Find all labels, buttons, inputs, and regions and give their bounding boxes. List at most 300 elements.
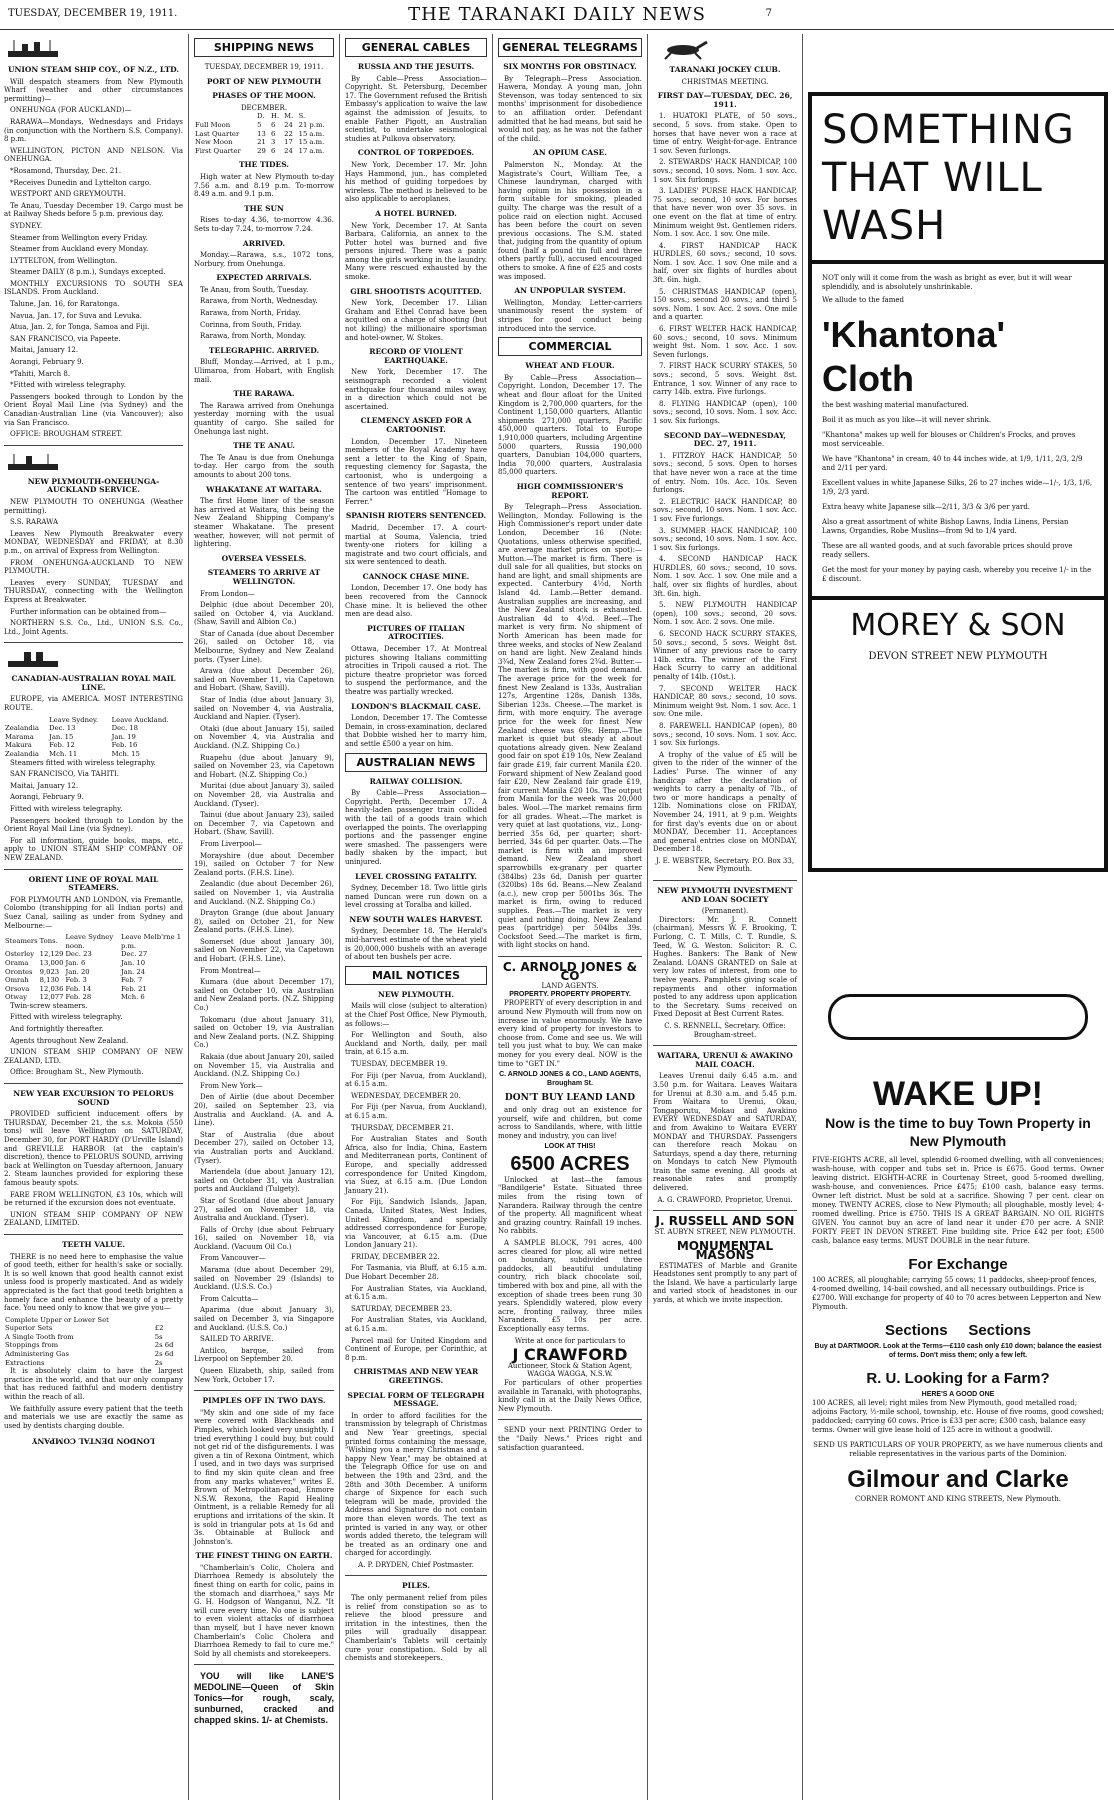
column-shipping-news — [190, 34, 338, 1800]
whakatane-text: The first Home liner of the season has arrived at Waitara, this being the New Zealand Shipping Company's steamer Whakatane. The present weather, however, will not permit of lightering. — [194, 497, 334, 549]
monumental-title: MONUMENTAL MASONS — [676, 1239, 774, 1263]
text-line: From Liverpool— — [200, 839, 262, 848]
article-headline: CONTROL OF TORPEDOES. — [357, 148, 475, 158]
pimples-text: "My skin and one side of my face were covered with Blackheads and Pimples, which looked very unsightly. I tried everything I could buy, but could not get rid of the disfigurements. I was given a tin of Rexona Ointment, which I used, and in two days was surprised to find my skin quite clean and free from any marks whatever," writes E. Brown of Metropolitan-road, Enmore N.S.W. Rexona, the Rapid Healing Ointment, is a reliable Remedy for all eruptions and irritations of the skin. It is sold in triangular pots at 1s 6d and 3s. Obtainable at Bullock and Johnston's. — [194, 1408, 334, 1546]
text-line: 6. SECOND HACK SCURRY STAKES, 50 sovs.; second, 5 sovs. Weight 8st. Winner of any previous race to carry 14lb. extra. The winner of the First Hack Scurry to carry an additional penalty of 14lb. (10st.). — [653, 630, 797, 681]
text-line: Star of Australia (due about December 27), sailed on October 13, via Australian ports and Auckland. (Tyser). — [194, 1130, 334, 1165]
piles-text: The only permanent relief from piles is relief from constipation so as to relieve the blood pressure and irritation in the intestines, then the piles will gradually disappear. Chamberlain's Tablets will certainly cure your constipation. Sold by all chemists and storekeepers. — [345, 1594, 487, 1663]
text-line: SAILED TO ARRIVE. — [200, 1335, 274, 1344]
text-line: Office: Brougham St., New Plymouth. — [10, 1068, 144, 1077]
column-ads — [808, 34, 1108, 1800]
mail-notices-header: MAIL NOTICES — [345, 966, 487, 985]
table-row — [4, 968, 183, 977]
xmas-title: CHRISTMAS AND NEW YEAR GREETINGS. — [353, 1367, 479, 1385]
article-body: By Cable—Press Association—Copyright. London, December 17. The wheat and flour afloat for the United Kingdom is 2,700,000 quarters, for the Continent 1,150,000 quarters, Atlantic shipments 271,000 quarters, Pacific 450,000 quarters. Total to Europe 1,910,000 quarters, including Argentine 5000 quarters, Russia 190,000 quarters, Danubian 104,000 quarters, India 70,000 quarters, Australasia 85,000 quarters. — [498, 373, 642, 477]
text-line: For Fiji (per Navua, from Auckland), at 6.15 a.m. — [345, 1103, 487, 1120]
table-cell: 2s — [154, 1358, 163, 1367]
table-cell: Last Quarter — [195, 129, 240, 138]
text-line: Arawa (due about December 26), sailed on November 11, via Capetown and Hobart. (Shaw, Savill). — [194, 667, 334, 693]
article-body: Wellington, Monday. Letter-carriers unanimously resent the system of stripes for good conduct being introduced into the service. — [498, 298, 642, 333]
table-cell: Jan. 6 — [65, 958, 86, 967]
text-line: Agents throughout New Zealand. — [10, 1036, 129, 1045]
arrived-text: Monday.—Rarawa, s.s., 1072 tons, Norbury, from Onehunga. — [194, 251, 334, 268]
article-body: Sydney, December 18. The Herald's mid-harvest estimate of the wheat yield is 20,000,000 bushels with an average of about ten bushels per acre. — [345, 927, 487, 962]
whakatane-title: WHAKATANE AT WAITARA. — [206, 484, 322, 494]
table-row — [4, 716, 183, 725]
text-line: 3. SUMMER HACK HANDICAP, 100 sovs.; second, 10 sovs. Nom. 1 sov. Acc. 1 sov. Six furlongs. — [653, 526, 797, 552]
text-line: 7. SECOND WELTER HACK HANDICAP, 80 sovs.; second, 10 sovs. Minimum weight 9st. Nom. 1 sov. Acc. 1 sov. One mile. — [653, 684, 797, 719]
best-text: the best washing material manufactured. — [822, 401, 969, 409]
column-rule — [339, 34, 340, 1800]
australian-items — [345, 778, 487, 962]
land-text: and only drag out an existence for yourself, wife and children, but come across to Sandilands, where, with little money and industry, you can live! — [498, 1105, 642, 1140]
article-headline: NEW SOUTH WALES HARVEST. — [349, 914, 483, 924]
expected-title: EXPECTED ARRIVALS. — [216, 273, 312, 283]
table-cell: 3 — [271, 138, 276, 147]
table-cell: Dec. 23 — [65, 950, 92, 959]
table-cell: 13,000 — [39, 958, 64, 967]
khantona-title: 'Khantona' — [822, 314, 1006, 355]
text-line: From Montreal— — [200, 966, 261, 975]
article-body: By Telegraph—Press Association. Hawera, Monday. A young man, John Stevenson, was today sentenced to six months' imprisonment for disobedience to an affiliation order. Defendant admitted that he had means, but said he would not pay, as he was not the father of the child. — [498, 74, 642, 143]
table-row — [4, 1341, 183, 1350]
text-line: We faithfully assure every patient that the teeth and materials we use are exactly the same as used by dentists charging double. — [4, 1404, 183, 1430]
table-cell: 2s 6d — [154, 1350, 174, 1359]
text-line: 6. FIRST WELTER HACK HANDICAP, 60 sovs.; second, 10 sovs. Minimum weight 9st. Nom. 1 sov. Acc. 1 sov. Seven furlongs. — [653, 325, 797, 359]
article-body: Palmerston N., Monday. At the Magistrate's Court, William Tee, a Chinese laundryman, charged with having opium in his possession in a form suitable for smoking, pleaded guilty. The charge was the result of a police raid on election night. Accused has been before the court on seven previous occasions. The S.M. stated that, judging from the quantity of opium found (half a pound tin full and three others partly full), accused encouraged others to smoke. A fine of £25 and costs was imposed. — [498, 160, 642, 281]
text-line: From Calcutta— — [200, 1294, 259, 1303]
steamers-list — [194, 590, 334, 1385]
text-line: 7. FIRST HACK SCURRY STAKES, 50 sovs.; second, 5 sovs. Weight 8st. Entrance, 1 sov. Winner of any race to carry 14lb. extra. Five furlongs. — [653, 362, 797, 397]
table-cell: 6 — [271, 129, 276, 138]
text-line: For Australian States, via Auckland, at 6.15 a.m. — [345, 1284, 487, 1302]
text-line: Tokomaru (due about January 31), sailed on October 19, via Australian and New Zealand ports. (N.Z. Shipping Co.) — [194, 1015, 334, 1050]
newspaper-title: THE TARANAKI DAILY NEWS — [408, 4, 706, 25]
table-cell: New Moon — [195, 138, 233, 147]
table-row — [4, 950, 183, 959]
article-body: London, December 17. Nineteen members of the Royal Academy have sent a letter to the King of Spain, requesting clemency for Sagasta, the cartoonist, who is undergoing a sentence of two years' imprisonment. The cartoon was entitled "Homage to Ferrer." — [345, 437, 487, 506]
article-body: New York, December 17. Mr. John Hays Hammond, jun., has completed his method of guiding torpedoes by wireless. The method is believed to be also applicable to aeroplanes. — [345, 160, 487, 204]
table-cell: Jan. 24 — [120, 967, 146, 976]
text-line: FRIDAY, DECEMBER 22. — [351, 1252, 440, 1261]
text-line: Mariendela (due about January 12), sailed on October 31, via Australian ports and Auckland (Tulgety). — [194, 1168, 334, 1194]
investment-sub: (Permanent). — [701, 907, 749, 916]
table-cell: 12,036 — [39, 984, 64, 993]
farm-text: 100 ACRES, all level; right miles from New Plymouth, good metalled road; adjoins Factory, ½-mile school, township, etc. House of five rooms, good cowshed; paddocked; carrying 60 cows. Price is £33 per acre; £300 cash, balance easy terms. Owner will give lease hold of 125 acre in without a goodwill. — [812, 1399, 1104, 1434]
article-headline: WHEAT AND FLOUR. — [525, 361, 615, 371]
article-headline: AN UNPOPULAR SYSTEM. — [514, 286, 626, 296]
text-line: FOR PLYMOUTH AND LONDON, via Fremantle, Colombo (transhipping for all Indian ports) and Suez Canal, sailing as under from Sydney and Melbourne:— — [4, 895, 183, 930]
allude-text: We allude to the famed — [822, 296, 904, 304]
table-row — [194, 112, 334, 121]
xmas-sub: SPECIAL FORM OF TELEGRAPH MESSAGE. — [347, 1390, 485, 1409]
text-line: From London— — [200, 589, 255, 598]
exchange-title: For Exchange — [908, 1256, 1008, 1273]
text-line: Antilco, barque, sailed from Liverpool on September 20. — [194, 1346, 334, 1364]
text-line: For Tasmania, via Bluff, at 6.15 a.m. Due Hobart December 28. — [345, 1264, 487, 1282]
text-line: 4. FIRST HANDICAP HACK HURDLES, 60 sovs.; second, 10 sovs. Nom. 1 sov. Acc. 1 sov. One mile and a half, over six flights of hurdles about 3ft. 6in. high. — [653, 241, 797, 285]
column-rule — [492, 34, 493, 1800]
table-cell: Leave Auckland. — [111, 715, 169, 724]
table-cell: Zealandia — [5, 750, 39, 759]
races-day-1 — [653, 112, 797, 425]
text-line: Rarawa, from North, Wednesday. — [200, 297, 318, 306]
text-line: For Australian States, via Auckland, at 6.15 a.m. — [345, 1316, 487, 1334]
article-headline: CANNOCK CHASE MINE. — [362, 571, 470, 581]
table-cell: Tons. — [39, 937, 58, 946]
table-cell: Feb. 16 — [111, 741, 138, 750]
sample-text: A SAMPLE BLOCK, 791 acres, 400 acres cleared for plow, all wire netted on boundary, subdivided three paddocks, all beautiful undulating country, rich black chocolate soil, timbered with box and pine, all with the exception of shade trees been rung 30 years. Splendidly watered, plow every acre, fronting railway, three miles Narandera. £5 10s per acre. Exceptionally easy terms. — [498, 1239, 642, 1333]
rarawa-text: The Rarawa arrived from Onehunga yesterday morning with the usual quantity of cargo. She sailed for Onehunga last night. — [194, 401, 334, 436]
medoline-ad: YOU will like LANE'S MEDOLINE—Queen of Skin Tonics—for rough, scaly, sunburned, cracked and chapped skins. 1/- at Chemists. — [194, 1671, 334, 1726]
article-headline: RUSSIA AND THE JESUITS. — [357, 62, 475, 71]
table-cell: 22 — [284, 129, 293, 138]
excursion-title: NEW YEAR EXCURSION TO PELORUS SOUND — [13, 1089, 174, 1107]
sections-title: Sections Sections — [885, 1322, 1031, 1339]
text-line: Passengers booked through to London by the Orient Royal Mail Line (via Sydney). — [4, 816, 183, 834]
article-headline: SPANISH RIOTERS SENTENCED. — [345, 511, 487, 521]
table-cell: 17 — [284, 138, 293, 147]
prices-text: We have "Khantona" in cream, 40 to 44 inches wide, at 1/9, 1/11, 2/3, 2/9 and 2/11 per yard. — [822, 455, 1083, 472]
table-cell: 6 — [271, 120, 276, 129]
dental-company-footer: LONDON DENTAL COMPANY — [31, 1437, 156, 1446]
column-general-cables — [341, 34, 491, 1800]
text-line: Steamer from Wellington every Friday. — [10, 233, 148, 242]
jones-head: PROPERTY. PROPERTY PROPERTY. — [509, 990, 631, 998]
heavy-text: Extra heavy white Japanese silk—2/11, 3/3 & 3/6 per yard. — [822, 503, 1031, 511]
article-headline: PICTURES OF ITALIAN ATROCITIES. — [367, 623, 465, 642]
table-cell: Stoppings from — [5, 1341, 59, 1350]
table-cell: 9,023 — [39, 967, 60, 976]
orient-body-2 — [4, 1002, 183, 1077]
mail-list — [345, 1002, 487, 1362]
jones-sign: C. ARNOLD JONES & CO., LAND AGENTS, Brougham St. — [499, 1071, 641, 1087]
text-line: Te Anau, Tuesday December 19. Cargo must be at Railway Sheds before 5 p.m. previous day. — [4, 201, 183, 219]
table-cell: Superior Sets — [5, 1324, 53, 1333]
farm-sub: HERE'S A GOOD ONE — [921, 1391, 995, 1398]
wash-text: NOT only will it come from the wash as bright as ever, but it will wear splendidly, and is absolutely unshrinkable. — [822, 274, 1072, 291]
wanted-text: These are all wanted goods, and at such favorable prices should prove ready sellers. — [822, 542, 1073, 559]
port-title: PORT OF NEW PLYMOUTH — [206, 76, 322, 86]
table-cell: Osterley — [5, 950, 35, 959]
text-line: 1. HUATOKI PLATE, of 50 sovs., second, 5 sovs. from stake. Open to horses that have never won a race at time of entry. Weight-for-age. Entrance 1 sov. Seven furlongs. — [653, 112, 797, 155]
jones-text: PROPERTY of every description in and around New Plymouth will from now on increase in value enormously. We have every kind of property for investors to choose from. Come and see us. We will tell you just what to buy. We can make money for you every deal. NOW is the time to "GET IN." — [498, 999, 642, 1068]
text-line: Delphic (due about December 20), sailed on October 4, via Auckland. (Shaw, Savill and Albion Co.) — [194, 601, 334, 627]
crawford-title: J CRAWFORD — [512, 1345, 628, 1365]
table-cell: First Quarter — [195, 146, 241, 155]
printing-ad: SEND your next PRINTING Order to the "Daily News." Prices right and satisfaction guaranteed. — [498, 1426, 642, 1452]
table-cell: Complete Upper or Lower Set — [5, 1315, 109, 1324]
text-line: ONEHUNGA (FOR AUCKLAND)— — [10, 106, 132, 115]
text-line: 5. CHRISTMAS HANDICAP (open), 150 sovs.; second 20 sovs.; and third 5 sovs. Nom. 1 sov. Acc. 2 sovs. One mile and a quarter. — [653, 287, 797, 322]
text-line: SATURDAY, DECEMBER 23. — [351, 1304, 453, 1313]
text-line: *Tahiti, March 8. — [10, 369, 71, 378]
gilmour-sub: CORNER ROMONT AND KING STREETS, New Plymouth. — [855, 1495, 1061, 1503]
makes-text: "Khantona" makes up well for blouses or Children's Frocks, and proves most serviceable. — [822, 431, 1076, 448]
table-cell: Feb. 21 — [120, 984, 147, 993]
table-cell: 12,077 — [39, 993, 64, 1002]
article-body: Madrid, December 17. A court-martial at Souma, Valencia, tried twenty-one rioters for killing a magistrate and two court officials, and six were sentenced to death. — [345, 523, 487, 567]
text-line: Maitai, January 12. — [10, 346, 79, 355]
article-headline: CLEMENCY ASKED FOR A CARTOONIST. — [360, 416, 472, 434]
text-line: It is absolutely claim to have the largest practice in the world, and that our only company that has reduced faithful and modern dentistry within the reach of all. — [4, 1367, 183, 1402]
text-line: 2. STEWARDS' HACK HANDICAP, 100 sovs.; second, 10 sovs. Nom. 1 sov. Acc. 1 sov. Six furlongs. — [653, 158, 797, 184]
text-line: 1. FITZROY HACK HANDICAP, 50 sovs.; second, 5 sovs. Open to horses that have never won a race at the time of entry. Nom. 10s. Acc. 10s. Seven furlongs. — [653, 451, 797, 495]
text-line: UNION STEAM SHIP COMPANY OF NEW ZEALAND, LTD. — [4, 1048, 183, 1065]
table-cell: Mch. 15 — [111, 750, 140, 759]
text-line: Mails will close (subject to alteration) at the Chief Post Office, New Plymouth, as follows:— — [345, 1002, 487, 1028]
tides-text: High water at New Plymouth to-day 7.56 a.m. and 8.19 p.m. To-morrow 8.49 a.m. and 9.1 p.m. — [194, 172, 334, 199]
article-headline: GIRL SHOOTISTS ACQUITTED. — [350, 286, 482, 296]
moon-month: DECEMBER. — [240, 103, 288, 112]
table-cell: Administering Gas — [5, 1350, 69, 1359]
text-line: Star of India (due about January 3), sailed on November 4, via Australia, Auckland and Napier. (Tyser). — [194, 696, 334, 722]
uss-title: UNION STEAM SHIP COY., OF N.Z., LTD. — [7, 65, 180, 74]
table-row — [4, 1324, 183, 1333]
table-cell: 6 — [271, 146, 276, 155]
table-cell: Dec. 27 — [120, 950, 148, 959]
sun-text: Rises to-day 4.36, to-morrow 4.36. Sets to-day 7.24, to-morrow 7.24. — [194, 216, 334, 233]
jockey-sign: J. E. WEBSTER, Secretary. P.O. Box 33, New Plymouth. — [655, 856, 795, 874]
table-cell — [194, 112, 256, 121]
text-line: MONTHLY EXCURSIONS TO SOUTH SEA ISLANDS. From Auckland. — [4, 279, 183, 297]
text-line: FARE FROM WELLINGTON, £3 10s, which will be returned if the excursion does not eventuate. — [4, 1190, 183, 1208]
most-text: Get the most for your money by paying cash, whereby you receive 1/- in the £ discount. — [822, 566, 1092, 583]
jones-title: C. ARNOLD JONES & CO — [502, 960, 638, 983]
table-cell: Orsova — [5, 984, 30, 993]
text-line: TUESDAY, DECEMBER 19. — [351, 1060, 448, 1068]
column-rule — [802, 34, 803, 1800]
article-body: New York, December 17. At Santa Barbara, California, an annex to the Potter hotel was burned and five persons injured. There was a panic among the girls working in the laundry. Many were rescued exhausted by the smoke. — [345, 221, 487, 282]
mail-sub: NEW PLYMOUTH. — [377, 989, 455, 999]
canadian-table — [4, 716, 183, 759]
article-headline: RAILWAY COLLISION. — [369, 776, 463, 786]
text-line: Drayton Grange (due about January 8), sailed on October 21, for New Zealand ports. (F.H.S. Line). — [194, 909, 334, 935]
text-line: *Fitted with wireless telegraphy. — [10, 381, 126, 390]
table-cell: Steamers — [5, 937, 38, 946]
text-line: PROVIDED sufficient inducement offers by THURSDAY, December 21, the s.s. Mokoia (550 tons) will leave Wellington on SATURDAY, December 30, for PORT HARDY (D'Urville Island) and GREVILLE HARBOR (at the captain's discretion), thence to PELORUS SOUND, arriving back at Wellington on Tuesday afternoon, January 2. Steam launches provided for exploring these famous beauty spots. — [4, 1110, 183, 1187]
table-row — [4, 750, 183, 759]
table-cell: 12,129 — [39, 950, 64, 959]
investment-title: NEW PLYMOUTH INVESTMENT AND LOAN SOCIETY — [657, 886, 793, 904]
xmas-sign: A. P. DRYDEN, Chief Postmaster. — [358, 1560, 474, 1569]
morey-sub: DEVON STREET NEW PLYMOUTH — [868, 651, 1048, 662]
boil-text: Boil it as much as you like—it will never shrink. — [822, 416, 992, 424]
text-line: Passengers booked through to London by the Orient Royal Mail Line (via Sydney) and the Canadian-Australian Line (via Vancouver); also via San Francisco. — [4, 392, 183, 427]
text-line: Marama (due about December 29), sailed on November 29 (Islands) to Auckland. (U.S.S. Co.) — [194, 1266, 334, 1292]
text-line: Zealandic (due about December 26), sailed on November 1, via Australia and Auckland. (N.Z. Shipping Co.) — [194, 880, 334, 906]
teanau-text: The Te Anau is due from Onehunga to-day. Her cargo from the south amounts to about 200 tons. — [194, 453, 334, 479]
table-cell: 17 a.m. — [298, 146, 325, 155]
canadian-body — [4, 695, 183, 712]
text-line: Falls of Orchy (due about February 16), sailed on November 18, via Auckland. (Vacuum Oil Co.) — [194, 1225, 334, 1251]
article-headline: RECORD OF VIOLENT EARTHQUAKE. — [369, 347, 463, 365]
text-line: *Receives Dunedin and Lyttelton cargo. — [10, 178, 152, 187]
table-cell: £2 — [154, 1324, 164, 1333]
text-line: THURSDAY, DECEMBER 21. — [351, 1123, 454, 1132]
text-line: Fitted with wireless telegraphy. — [10, 1013, 123, 1022]
text-line: WEDNESDAY, DECEMBER 20. — [351, 1091, 461, 1100]
wake-text: FIVE-EIGHTS ACRE, all level, splendid 6-roomed dwelling, with all conveniences; wash-house, with copper and tubs set in. Price is £675. Good terms. Owner leaving district. EIGHTH-ACRE in Courtenay Street, good 5-roomed dwelling, wash-house, and conveniences. Price £475; £100 cash, balance easy terms. Owner left district. Must be sold at a sacrifice. Showing 7 per cent. clear on money. TWENTY ACRES, close to New Plymouth; all ploughable, mostly level; 4-roomed dwelling. Price is £750. THIS IS A GREAT BARGAIN. NO OIL RIGHTS GIVEN. You cannot buy an acre of land near it under £70 per acre. A SNIP. FORTY FEET IN DEVON STREET. Fine building site. Price £42 per foot; £500 cash, balance easy terms. MUST DOUBLE in the near future. — [812, 1156, 1104, 1245]
table-cell: Mch. 11 — [49, 750, 78, 759]
xmas-text: In order to afford facilities for the transmission by telegraph of Christmas and New Year greetings, special printed forms containing the message, "Wishing you a merry Christmas and a happy New Year," may be obtained at the Telegraph Office for use on and between the 19th and 23rd, and the 28th and 30th December. A uniform charge of Sixpence for each such telegram will be made, provided the Address and Signature do not contain more than eleven words. The text as printed is varied in any way, or other words added thereto, the telegram will be treated as an ordinary one and charged for accordingly. — [345, 1411, 487, 1558]
text-line: Twin-screw steamers. — [10, 1001, 88, 1010]
text-line: UNION STEAM SHIP COMPANY OF NEW ZEALAND, LIMITED. — [4, 1210, 183, 1228]
steamer-ship-icon — [4, 452, 64, 472]
rarawa-title: THE RARAWA. — [233, 389, 295, 399]
column-jockey-club — [649, 34, 801, 1800]
text-line: THERE is no need here to emphasise the value of good teeth, either for health's sake or socially. It is so well known that good health cannot exist unless food is properly masticated. And as widely appreciated is the fact that good teeth brighten a homely face and enhance the beauty of a pretty face. You need only to know that we give you— — [4, 1252, 183, 1313]
article-headline: A HOTEL BURNED. — [375, 208, 457, 218]
steamer-ship-icon — [4, 38, 64, 60]
text-line: WELLINGTON, PICTON AND NELSON. Via ONEHUNGA. — [4, 146, 183, 164]
table-cell: A Single Tooth from — [5, 1332, 74, 1341]
table-cell: Leave Sydney. — [49, 715, 99, 724]
table-cell: Feb. 3 — [65, 976, 87, 985]
wake-sub: Now is the time to buy Town Property in New Plymouth — [825, 1115, 1091, 1149]
article-headline: LONDON'S BLACKMAIL CASE. — [351, 701, 481, 711]
table-cell: 15 a.m. — [298, 129, 325, 138]
table-cell: Omrah — [5, 976, 29, 985]
cables-items — [345, 63, 487, 749]
investment-text: Directors: Mr. J. R. Connett (chairman), Messrs W. F. Brooking, T. Furlong, C. T. Mills, C. T. Rundle, S. Teed, W. G. Weston. Solicitor: R. C. Hughes. Bankers: The Bank of New Zealand. LOANS GRANTED on Sale at very low rates of interest, from one to twelve years. Pamphlets giving scale of repayments and other information posted to any address upon application to the Secretary. Sums received on Fixed Deposit at Best Current Rates. — [653, 915, 797, 1019]
table-cell: S. — [298, 112, 306, 121]
table-row — [4, 1359, 183, 1368]
text-line: Parcel mail for United Kingdom and Continent of Europe, per Corinthic, at 8 p.m. — [345, 1336, 487, 1362]
text-line: SYDNEY. — [10, 221, 43, 230]
mail-coach-title: WAITARA, URENUI & AWAKINO MAIL COACH. — [657, 1051, 793, 1069]
mail-coach-text: Leaves Urenui daily 6.45 a.m. and 3.50 p.m. for Waitara. Leaves Waitara for Urenui at 8.30 a.m. and 5.45 p.m. From Waitara to Urenui, Okau, Tongaporutu, Mokau and Awakino EVERY WEDNESDAY and SATURDAY, and from Awakino to Waitara EVERY MONDAY and THURSDAY. Passengers can therefore reach Mokau on Saturdays, spend a day there, returning on Mondays to catch New Plymouth train the same evening. All goods at reasonable rates and promptly delivered. — [653, 1072, 797, 1193]
teeth-body-2 — [4, 1367, 183, 1430]
assort-text: Also a great assortment of white Bishop Lawns, India Linens, Persian Lawns, Organdies, Robe Muslins—from 9d to 1/4 yard. — [822, 518, 1069, 535]
table-row — [4, 1316, 183, 1325]
other-text: For particulars of other properties available in Taranaki, with photographs, kindly call in at the Daily News Office, New Plymouth. — [498, 1378, 642, 1413]
farm-title: R. U. Looking for a Farm? — [866, 1370, 1050, 1387]
text-line: 8. FAREWELL HANDICAP (open), 80 sovs.; second, 10 sovs. Nom. 1 sov. Acc. 1 sov. Six furlongs. — [653, 721, 797, 748]
table-cell: 21 p.m. — [298, 120, 325, 129]
oversea-title: OVERSEA VESSELS. — [221, 553, 307, 563]
table-cell: Makura — [5, 741, 32, 750]
table-cell: 24 — [284, 146, 293, 155]
decorative-banner-frame — [828, 994, 1088, 1040]
text-line: Leaves New Plymouth Breakwater every MONDAY, WEDNESDAY and FRIDAY, at 8.30 p.m., on arrival of Express from Wellington. — [4, 529, 183, 555]
tides-title: THE TIDES. — [238, 160, 290, 170]
page-number: 7 — [765, 8, 772, 19]
table-cell: Dec. 18 — [111, 724, 138, 733]
text-line: Steamer DAILY (8 p.m.), Sundays excepted. — [10, 268, 166, 277]
text-line: 3. LADIES' PURSE HACK HANDICAP, 75 sovs.; second, 10 sovs. For horses that have never won over 35 sovs. in one event on the flat at time of entry. Minimum weight 9st. Gentlemen riders. Nom. 1 sov. Acc. 1 sov. One mile. — [653, 187, 797, 239]
column-shipping-ads — [0, 34, 187, 1800]
teanau-title: THE TE ANAU. — [233, 441, 295, 451]
article-body: By Telegraph—Press Association. Wellington, Monday. Following is the High Commissioner's report under date London, December 16 (Note: Quotations, unless otherwise specified, are average market prices on spot):— Mutton.—The market is firm. There is dull sale for all qualities, but stocks on hand are light, and small shipments are expected. Canterbury 4½d, North Island 4d. Lamb.—Better demand. Australian supplies are increasing, and the New Zealand stock is exhausted. Australian 4d to 4½d. Beef.—The market is very firm. No shipment of North American has been made for three weeks, and stocks of New Zealand on hand are light. New Zealand hinds 3¾d, New Zealand fores 2¾d. Butter.—The market is firm, with good demand. The average price for the week for finest New Zealand is 133s, Australian 127s, Argentine 128s, Danish 138s, Siberian 123s. Cheese.—The market is firm, with more enquiry. The average price for the week for finest New Zealand cheese was 69s. Hemp.—The market is quiet but steady at about quotations already given. New Zealand good fair on spot £19 10s, New Zealand fair grade £19, fair current Manila £20. Forward shipment of New Zealand good fair £20, New Zealand fair grade £19, fair current Manila £20 10s. The output from Manila for the week was 20,000 bales. Wool.—The market remains firm for all grades. Wheat.—The market is very quiet at last quotations, viz., Long-berried 35s 6d, per quarter; short-berried, 34s 6d per quarter. Oats.—The market is firm with an improved demand. New Zealand short sparrowbills ex-granary per quarter (384lbs) 23s 6d, Danish per quarter (320lbs) 18s 6d. Beans.—New Zealand (a.c.), new crop per 5001bs 36s. The market is firm, owing to reduced supplies. Peas.—The market is very quiet and nothing doing. New Zealand peas (partridge) per 504lbs 39s. Cocksfoot Seed.—The market is firm, with light stocks on hand. — [498, 503, 642, 950]
telegram-items — [498, 63, 642, 333]
silks-text: Excellent values in white Japanese Silks, 26 to 27 inches wide—1/-, 1/3, 1/6, 1/9, 2/3 yard. — [822, 479, 1093, 496]
text-line: For Australian States and South Africa, also for India, China, Eastern and Mediterranean ports, Continent of Europe, and specially addressed correspondence for United Kingdom, via Suez, at 6.15 a.m. (Due London January 21). — [345, 1135, 487, 1195]
article-body: By Cable—Press Association—Copyright. Perth, December 17. A heavily-laden passenger train collided with the tail of a goods train which overlapped the points. The overlapping portions and the passenger engine were smashed. The passengers were badly shaken by the impact, but uninjured. — [345, 789, 487, 866]
orient-body — [4, 896, 183, 930]
article-body: London, December 17. The Comtesse Demain, in cross-examination, declared that Dobbie wished her to marry him, and settle £500 a year on him. — [345, 714, 487, 748]
table-row — [4, 985, 183, 994]
text-line: And fortnightly thereafter. — [10, 1025, 104, 1034]
telegraphic-text: Bluff, Monday.—Arrived, at 1 p.m., Ulimaroa, from Hobart, with English mail. — [194, 358, 334, 384]
text-line: Atua, Jan. 2, for Tonga, Samoa and Fiji. — [10, 323, 150, 332]
moon-title: PHASES OF THE MOON. — [212, 91, 316, 101]
table-cell: Leave Melb'rne 1 p.m. — [120, 933, 182, 950]
text-line: Star of Scotland (due about January 27), sailed on November 18, via Australia and Auckland. (Tyser). — [194, 1196, 334, 1223]
russell-title: J. RUSSELL AND SON — [655, 1214, 795, 1229]
nps-body — [4, 498, 183, 636]
text-line: For Fiji, Sandwich Islands, Japan, Canada, United States, West Indies, United Kingdom, and specially addressed correspondence for Europe, via Vancouver, at 6.15 a.m. (Due London January 21). — [345, 1198, 487, 1250]
excursion-body — [4, 1110, 183, 1228]
teeth-title: TEETH VALUE. — [61, 1239, 126, 1249]
text-line: Aparima (due about January 3), sailed on December 3, via Singapore and Auckland. (U.S.S. Co.) — [194, 1306, 334, 1332]
table-row — [4, 1350, 183, 1359]
text-line: Fitted with wireless telegraphy. — [10, 805, 123, 813]
table-cell: Marama — [5, 732, 34, 741]
jones-sub: LAND AGENTS. — [541, 982, 599, 991]
gilmour-title: Gilmour and Clarke — [847, 1466, 1069, 1493]
article-body: New York, December 17. Lilian Graham and Ethel Conrad have been acquitted on a charge of shooting (but not killing) the millionaire sportsman and hotel-owner, W. Stokes. — [345, 299, 487, 342]
text-line: 4. SECOND HANDICAP HACK HURDLES, 60 sovs.; second, 10 sovs. Nom. 1 sov. Acc. 1 sov. One mile and a half, over six flights of hurdles, about 3ft. 6in. high. — [653, 555, 797, 598]
table-cell: Feb. 12 — [49, 741, 75, 750]
column-rule — [647, 34, 648, 1800]
text-line: Aorangi, February 9. — [10, 358, 84, 367]
table-cell: 13 — [257, 129, 266, 138]
table-cell: Orama — [5, 958, 29, 967]
steamers-title: STEAMERS TO ARRIVE AT WELLINGTON. — [207, 568, 321, 586]
orient-title: ORIENT LINE OF ROYAL MAIL STEAMERS. — [28, 874, 159, 893]
table-cell: Extractions — [5, 1358, 45, 1367]
finest-title: THE FINEST THING ON EARTH. — [195, 1551, 333, 1561]
table-cell: 5s — [154, 1332, 163, 1341]
table-cell: Jan. 19 — [111, 732, 136, 741]
text-line: Steamers fitted with wireless telegraphy. — [10, 758, 156, 767]
text-line: Otaki (due about January 15), sailed on November 4, via Australia and Auckland. (N.Z. Shipping Co.) — [194, 724, 334, 750]
text-line: Will despatch steamers from New Plymouth Wharf (weather and other circumstances permitting)— — [4, 77, 183, 103]
commercial-header: COMMERCIAL — [498, 337, 642, 356]
acres-title: 6500 ACRES — [510, 1152, 630, 1175]
cloth-title: Cloth — [822, 358, 914, 399]
teeth-prices — [4, 1316, 183, 1368]
text-line: S.S. RARAWA — [10, 518, 59, 527]
sun-title: THE SUN — [244, 203, 284, 213]
races-day-2 — [653, 452, 797, 748]
text-line: Star of Canada (due about December 26), sailed on October 18, via Melbourne, Sydney and New Zealand ports. (Tyser Line). — [194, 629, 334, 664]
shipping-date: TUESDAY, DECEMBER 19, 1911. — [204, 63, 324, 71]
article-body: By Cable—Press Association—Copyright. St. Petersburg, December 17. The Government refused the British Embassy's application to waive the law against the admission of Jesuits, to enable Father Pigott, an Australian scientist, to undertake seismological studies at Pulkova observatory. — [345, 74, 487, 143]
acres-text: Unlocked at last—the famous "Bandilgerie" Estate. Situated three miles from the rising town of Narandera. Railway through the centre of the property. All magnificent wheat and grazing country. Rainfall 19 inches. No rabbits. — [498, 1175, 642, 1236]
crawford-sub: Auctioneer, Stock & Station Agent, WAGGA WAGGA, N.S.W. — [507, 1361, 633, 1379]
article-body: Ottawa, December 17. At Montreal pictures showing Italians committing atrocities in Tripoli caused a riot. The picture theatre proprietor was forced to suspend the performance, and the theatre was partially wrecked. — [345, 645, 487, 696]
text-line: Steamer from Auckland every Monday. — [10, 245, 149, 254]
exchange-text: 100 ACRES, all ploughable; carrying 55 cows; 11 paddocks, sheep-proof fences, 4-roomed dwelling, 14-bail cowshed, and all necessary outbuildings. Price is £2700. Will exchange for property of 40 to 70 acres between Lepperton and New Plymouth. — [812, 1276, 1102, 1311]
investment-sign: C. S. RENNELL, Secretary. Office: Brougham-street. — [664, 1021, 786, 1039]
text-line: 2. ELECTRIC HACK HANDICAP, 80 sovs.; second, 10 sovs. Nom. 1 sov. Acc. 1 sov. Five furlongs. — [653, 497, 797, 523]
text-line: Rarawa, from North, Friday. — [200, 309, 301, 318]
article-headline: SIX MONTHS FOR OBSTINACY. — [503, 62, 637, 71]
look-title: LOOK AT THIS! — [544, 1143, 596, 1151]
text-line: Rarawa, from North, Monday. — [200, 332, 307, 341]
russell-text: ESTIMATES of Marble and Granite Headstones sent promptly to any part of the Island. We have a particularly large and varied stock of headstones in our yards, at which we invite inspection. — [653, 1261, 797, 1304]
issue-date: TUESDAY, DECEMBER 19, 1911. — [8, 8, 178, 19]
text-line: Ruapehu (due about January 9), sailed on November 23, via Capetown and Hobart. (N.Z. Shipping Co.) — [194, 753, 334, 779]
article-body: London, December 17. One body has been recovered from the Cannock Chase mine. It is believed the other men are dead also. — [345, 584, 487, 619]
general-cables-header: GENERAL CABLES — [345, 38, 487, 57]
text-line: Te Anau, from South, Tuesday. — [200, 285, 309, 294]
table-row — [194, 138, 334, 147]
text-line: Aorangi, February 9. — [10, 793, 84, 802]
commercial-items — [498, 362, 642, 950]
